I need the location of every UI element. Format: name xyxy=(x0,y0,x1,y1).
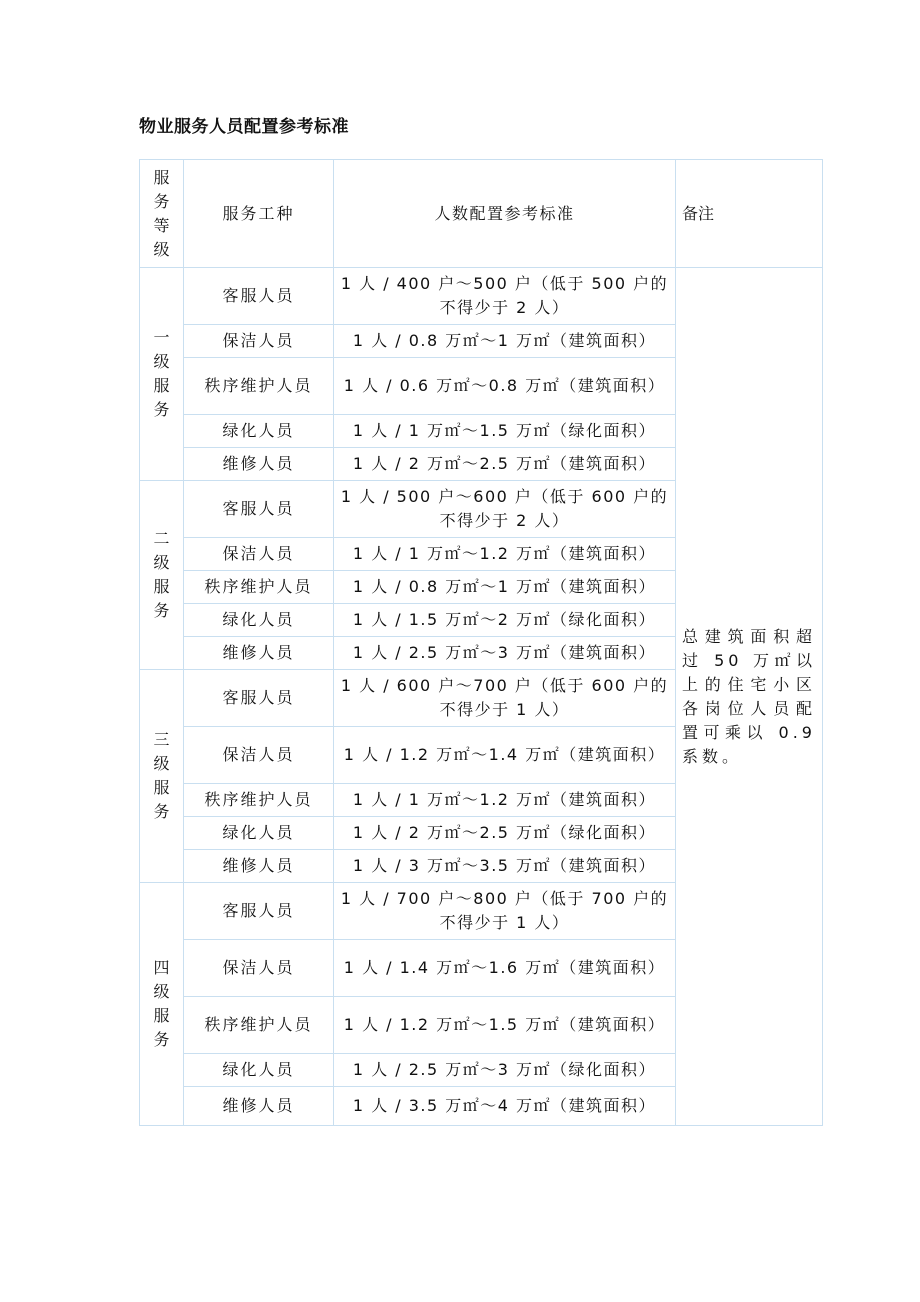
job-cell: 维修人员 xyxy=(184,637,334,670)
job-cell: 维修人员 xyxy=(184,1087,334,1126)
standard-cell: 1 人 / 0.8 万㎡～1 万㎡（建筑面积） xyxy=(334,325,676,358)
document-title: 物业服务人员配置参考标准 xyxy=(139,117,349,137)
header-job: 服务工种 xyxy=(184,160,334,268)
job-cell: 绿化人员 xyxy=(184,817,334,850)
standard-cell: 1 人 / 1.5 万㎡～2 万㎡（绿化面积） xyxy=(334,604,676,637)
job-cell: 绿化人员 xyxy=(184,1054,334,1087)
level-label: 四级服务 xyxy=(153,958,170,1049)
level-cell xyxy=(140,268,184,481)
job-cell: 保洁人员 xyxy=(184,727,334,784)
header-row xyxy=(140,160,823,268)
level-cell xyxy=(140,883,184,1126)
job-cell: 绿化人员 xyxy=(184,415,334,448)
note-cell xyxy=(676,268,823,1126)
job-cell: 秩序维护人员 xyxy=(184,784,334,817)
header-standard: 人数配置参考标准 xyxy=(334,160,676,268)
standard-cell: 1 人 / 500 户～600 户（低于 600 户的不得少于 2 人） xyxy=(334,481,676,538)
standard-cell: 1 人 / 600 户～700 户（低于 600 户的不得少于 1 人） xyxy=(334,670,676,727)
job-cell: 维修人员 xyxy=(184,448,334,481)
standard-cell: 1 人 / 0.6 万㎡～0.8 万㎡（建筑面积） xyxy=(334,358,676,415)
job-cell: 客服人员 xyxy=(184,268,334,325)
job-cell: 维修人员 xyxy=(184,850,334,883)
job-cell: 客服人员 xyxy=(184,481,334,538)
standard-cell: 1 人 / 2 万㎡～2.5 万㎡（绿化面积） xyxy=(334,817,676,850)
job-cell: 秩序维护人员 xyxy=(184,358,334,415)
job-cell: 秩序维护人员 xyxy=(184,571,334,604)
job-cell: 保洁人员 xyxy=(184,538,334,571)
level-label: 一级服务 xyxy=(153,328,170,419)
job-cell: 秩序维护人员 xyxy=(184,997,334,1054)
job-cell: 客服人员 xyxy=(184,883,334,940)
table-body xyxy=(140,160,823,1126)
standard-cell: 1 人 / 2.5 万㎡～3 万㎡（建筑面积） xyxy=(334,637,676,670)
standard-cell: 1 人 / 0.8 万㎡～1 万㎡（建筑面积） xyxy=(334,571,676,604)
header-level-label: 服务等级 xyxy=(153,167,170,259)
standard-cell: 1 人 / 1 万㎡～1.2 万㎡（建筑面积） xyxy=(334,784,676,817)
level-label: 三级服务 xyxy=(153,730,170,821)
standard-cell: 1 人 / 2.5 万㎡～3 万㎡（绿化面积） xyxy=(334,1054,676,1087)
header-level xyxy=(140,160,184,268)
header-note: 备注 xyxy=(676,160,823,268)
staffing-standard-table xyxy=(139,159,823,1126)
note-text: 总建筑面积超过 50 万㎡以上的住宅小区各岗位人员配置可乘以 0.9 系数。 xyxy=(682,626,816,766)
level-label: 二级服务 xyxy=(153,529,170,620)
standard-cell: 1 人 / 3 万㎡～3.5 万㎡（建筑面积） xyxy=(334,850,676,883)
standard-cell: 1 人 / 1.2 万㎡～1.5 万㎡（建筑面积） xyxy=(334,997,676,1054)
level-cell xyxy=(140,670,184,883)
standard-cell: 1 人 / 1.4 万㎡～1.6 万㎡（建筑面积） xyxy=(334,940,676,997)
standard-cell: 1 人 / 700 户～800 户（低于 700 户的不得少于 1 人） xyxy=(334,883,676,940)
standard-cell: 1 人 / 1 万㎡～1.2 万㎡（建筑面积） xyxy=(334,538,676,571)
level-cell xyxy=(140,481,184,670)
job-cell: 保洁人员 xyxy=(184,940,334,997)
standard-cell: 1 人 / 1.2 万㎡～1.4 万㎡（建筑面积） xyxy=(334,727,676,784)
standard-cell: 1 人 / 2 万㎡～2.5 万㎡（建筑面积） xyxy=(334,448,676,481)
job-cell: 保洁人员 xyxy=(184,325,334,358)
standard-cell: 1 人 / 3.5 万㎡～4 万㎡（建筑面积） xyxy=(334,1087,676,1126)
standard-cell: 1 人 / 400 户～500 户（低于 500 户的不得少于 2 人） xyxy=(334,268,676,325)
standard-cell: 1 人 / 1 万㎡～1.5 万㎡（绿化面积） xyxy=(334,415,676,448)
job-cell: 绿化人员 xyxy=(184,604,334,637)
table-row xyxy=(140,268,823,325)
job-cell: 客服人员 xyxy=(184,670,334,727)
